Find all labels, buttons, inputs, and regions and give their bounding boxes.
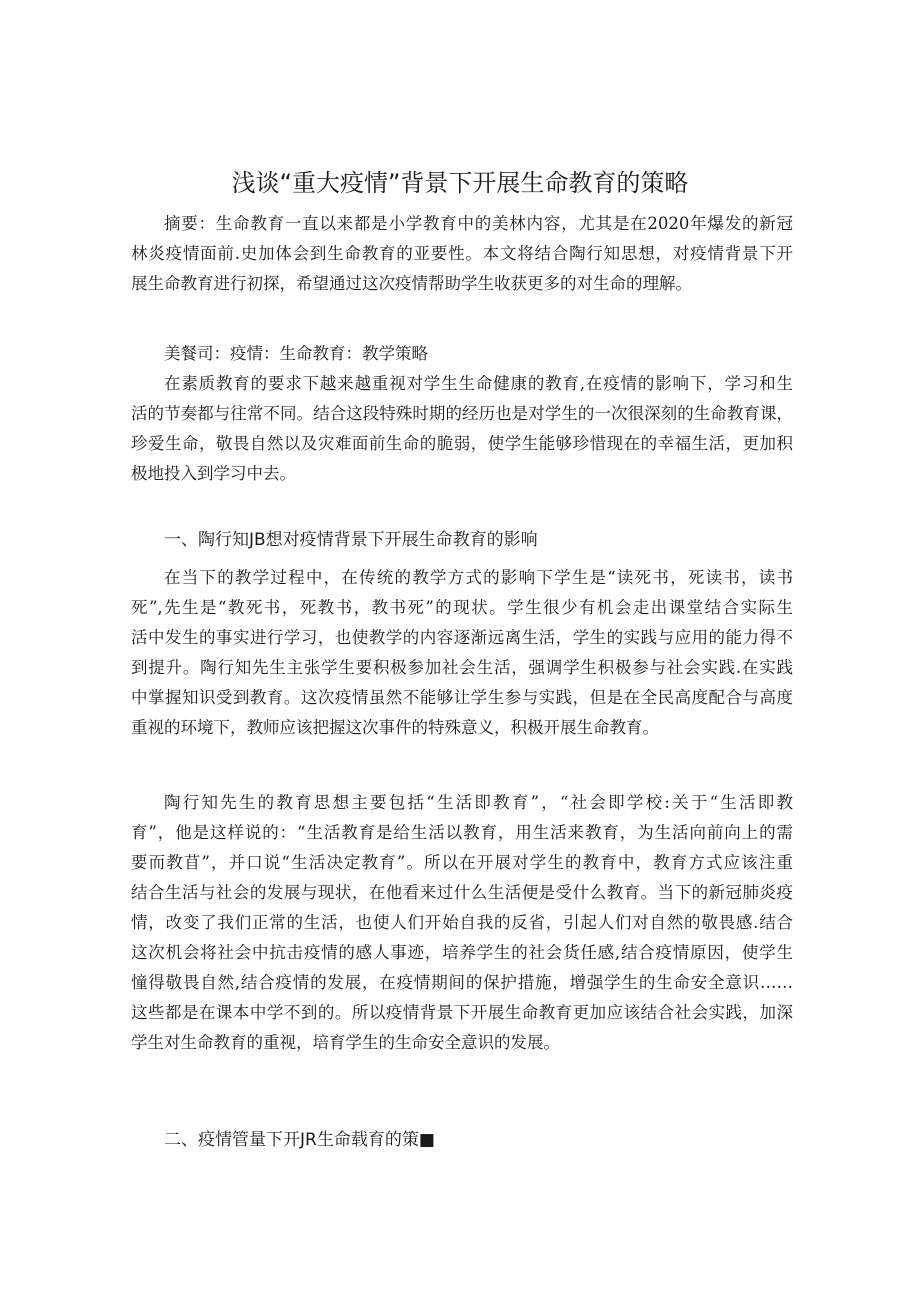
paragraph-line: 在当下的教学过程中，在传统的教学方式的影响下学生是“读死书，死读书，读书 <box>164 568 793 587</box>
body-paragraph-2 <box>131 788 793 1058</box>
paragraph-line: 学生对生命教育的重视，培育学生的生命安全意识的发展。 <box>131 1033 560 1052</box>
section-heading-2: 二、疫情管量下开JR生命载育的策■ <box>164 1130 435 1150</box>
intro-line: 珍爱生命，敬畏自然以及灾难面前生命的脆弱，使学生能够珍惜现在的幸福生活，更加积 <box>131 434 793 453</box>
intro-line: 极地投入到学习中去。 <box>131 464 296 483</box>
abstract-line: 展生命教育进行初探，希望通过这次疫情帮助学生收获更多的对生命的理解。 <box>131 274 692 293</box>
document-title: 浅谈“重大疫情”背景下开展生命教育的策略 <box>231 169 689 197</box>
paragraph-line: 育”，他是这样说的：“生活教育是给生活以教育，用生活来教育，为生活向前向上的需 <box>131 823 793 842</box>
paragraph-line: 陶行知先生的教育思想主要包括“生活即教育”，“社会即学校:关于“生活即教 <box>164 793 793 812</box>
paragraph-line: 憧得敬畏自然,结合疫情的发展，在疫情期间的保护措施，增强学生的生命安全意识…… <box>131 973 793 992</box>
keywords-line: 美餐司：疫情：生命教育：教学策略 <box>164 344 428 363</box>
body-paragraph-1 <box>131 563 793 743</box>
abstract-line: 摘要：生命教育一直以来都是小学教育中的美林内容，尤其是在2020年爆发的新冠 <box>164 214 793 233</box>
paragraph-line: 结合生活与社会的发展与现状，在他看来过什么生活便是受什么教育。当下的新冠肺炎疫 <box>131 883 793 902</box>
paragraph-line: 情，改变了我们正常的生活，也使人们开始自我的反省，引起人们对自然的敬畏感.结合 <box>131 913 793 932</box>
paragraph-line: 活中发生的事实进行学习，也使教学的内容逐渐远离生活，学生的实践与应用的能力得不 <box>131 628 793 647</box>
intro-line: 活的节奏都与往常不同。结合这段特殊时期的经历也是对学生的一次很深刻的生命教育课， <box>131 404 793 423</box>
abstract-line: 林炎疫情面前.史加体会到生命教育的亚要性。本文将结合陶行知思想，对疫情背景下开 <box>131 244 793 263</box>
paragraph-line: 死”,先生是“教死书，死教书，教书死”的现状。学生很少有机会走出课堂结合实际生 <box>131 598 793 617</box>
intro-paragraph <box>131 369 793 489</box>
paragraph-line: 要而教苜”，并口说“生活决定教育”。所以在开展对学生的教育中，教育方式应该注重 <box>131 853 793 872</box>
paragraph-line: 中掌握知识受到教育。这次疫情虽然不能够让学生参与实践，但是在全民高度配合与高度 <box>131 688 793 707</box>
paragraph-line: 到提升。陶行知先生主张学生要积极参加社会生活，强调学生积极参与社会实践.在实践 <box>131 658 793 677</box>
paragraph-line: 这些都是在课本中学不到的。所以疫情背景下开展生命教育更加应该结合社会实践，加深 <box>131 1003 793 1022</box>
paragraph-line: 这次机会将社会中抗击疫情的感人事迹，培养学生的社会货任感,结合疫情原因，使学生 <box>131 943 793 962</box>
intro-line: 在素质教育的要求下越来越重视对学生生命健康的教育,在疫情的影响下，学习和生 <box>164 374 793 393</box>
abstract-paragraph <box>131 209 793 299</box>
section-heading-1: 一、陶行知JB想对疫情背景下开展生命教育的影响 <box>164 530 538 550</box>
paragraph-line: 重视的环境下，教师应该把握这次事件的特殊意义，积极开展生命教育。 <box>131 718 659 737</box>
